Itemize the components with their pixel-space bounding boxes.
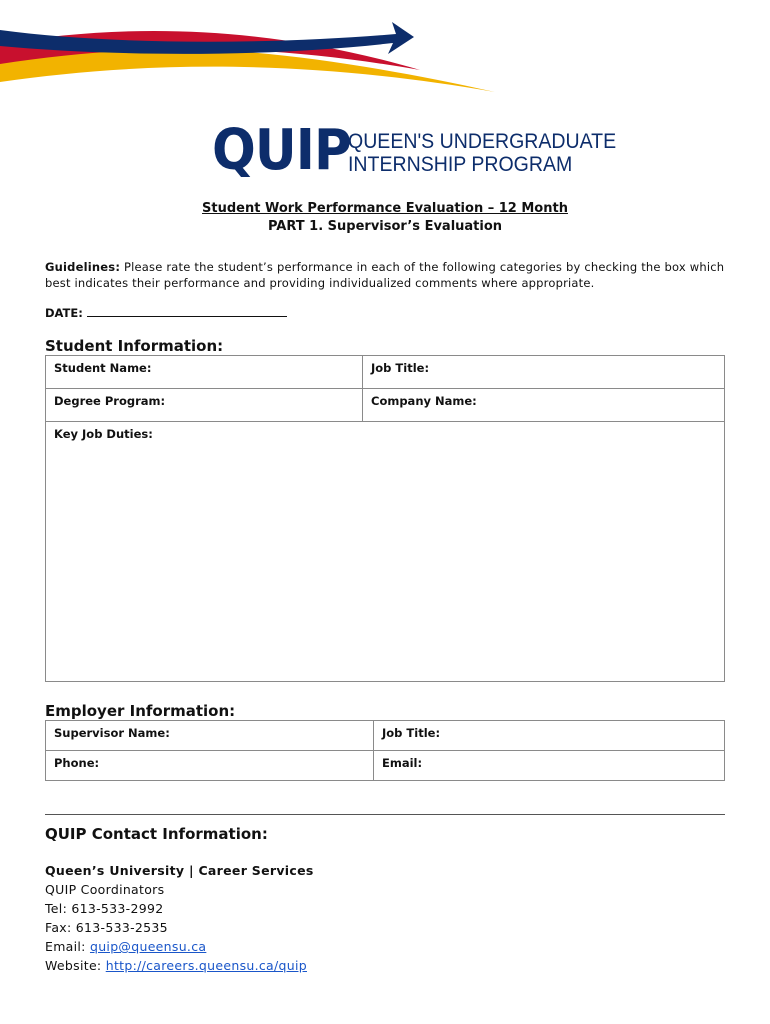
logo-mark: QUIP [212,118,351,183]
header-swoosh-graphic [0,0,500,100]
company-name-field[interactable]: Company Name: [363,389,725,422]
logo-line-2: INTERNSHIP PROGRAM [348,153,573,176]
guidelines [45,259,735,291]
page-title: Student Work Performance Evaluation – 12 Month [202,201,568,216]
contact-email-row [45,937,314,956]
logo-line-1: QUEEN'S UNDERGRADUATE [348,130,617,153]
contact-section-title: QUIP Contact Information: [45,825,268,843]
employer-info-table [45,720,725,781]
page-subtitle: PART 1. Supervisor’s Evaluation [267,219,503,234]
contact-email-label: Email: [45,939,90,954]
student-name-field[interactable]: Student Name: [46,356,363,389]
contact-website-link[interactable]: http://careers.queensu.ca/quip [105,958,307,973]
student-section-title: Student Information: [45,337,224,355]
date-field[interactable] [45,306,287,320]
contact-email-link[interactable]: quip@queensu.ca [89,939,207,954]
date-label: DATE: [45,306,83,320]
degree-program-field[interactable]: Degree Program: [46,389,363,422]
student-job-title-field[interactable]: Job Title: [363,356,725,389]
gold-swoosh [0,48,495,92]
contact-block [45,861,314,975]
phone-field[interactable]: Phone: [46,751,374,781]
contact-website-label: Website: [45,958,106,973]
supervisor-job-title-field[interactable]: Job Title: [374,721,725,751]
employer-section-title: Employer Information: [45,702,236,720]
section-divider [45,814,725,815]
contact-tel: Tel: 613-533-2992 [45,901,164,916]
student-info-table [45,355,725,682]
contact-fax: Fax: 613-533-2535 [45,920,168,935]
supervisor-name-field[interactable]: Supervisor Name: [46,721,374,751]
contact-coordinators: QUIP Coordinators [45,882,165,897]
contact-org: Queen’s University | Career Services [45,863,314,878]
guidelines-text: Please rate the student’s performance in each of the following categories by checking the box which best indicates their performance and providing individualized comments where appropriate. [45,260,725,290]
guidelines-label: Guidelines: [45,260,121,274]
contact-website-row [45,956,314,975]
logo-wordmark [348,130,616,176]
email-field[interactable]: Email: [374,751,725,781]
key-job-duties-field[interactable]: Key Job Duties: [46,422,725,682]
date-blank-line[interactable] [87,306,287,317]
